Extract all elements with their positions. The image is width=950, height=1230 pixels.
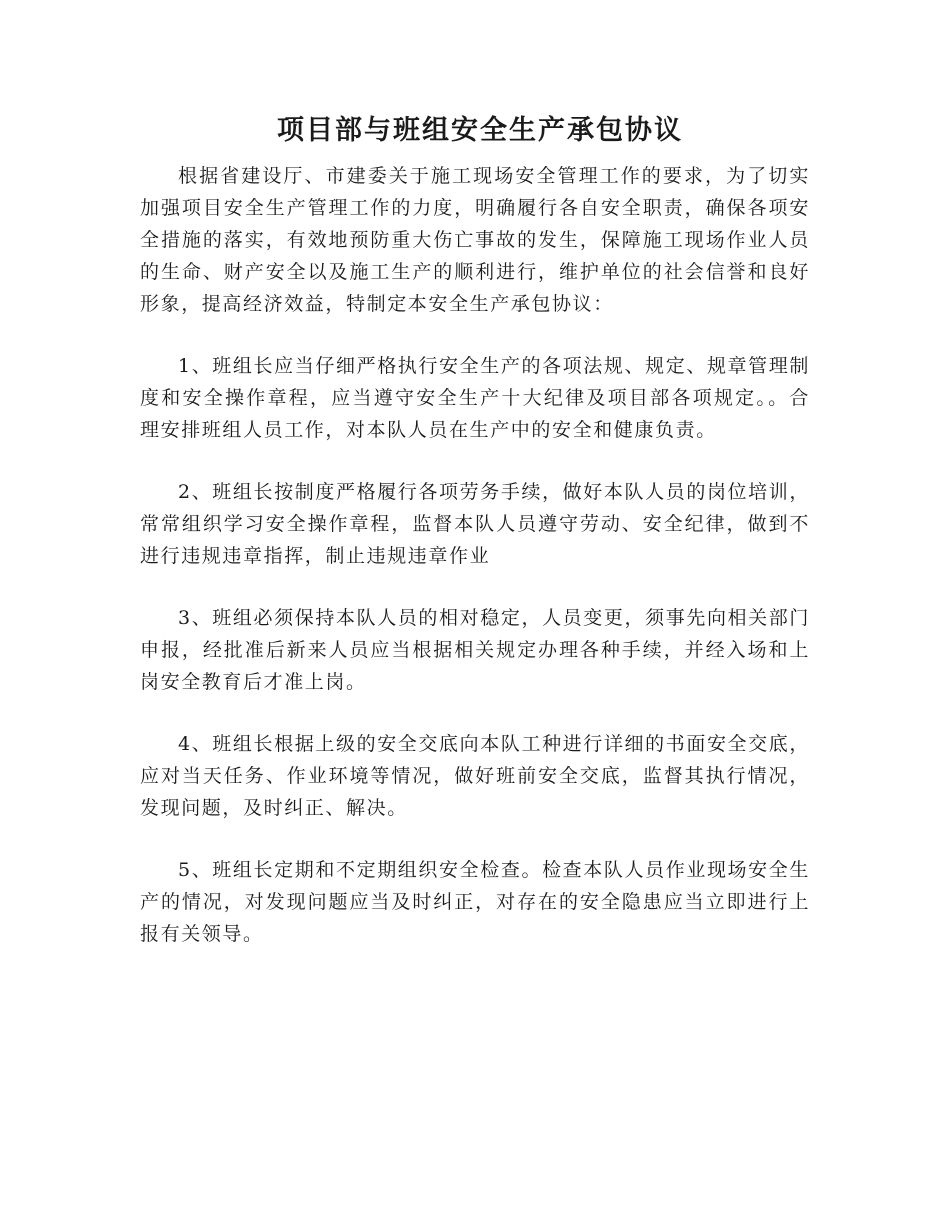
- clause-2-paragraph: 2、班组长按制度严格履行各项劳务手续，做好本队人员的岗位培训，常常组织学习安全操作章程，监督本队人员遵守劳动、安全纪律，做到不进行违规违章指挥，制止违规违章作业: [140, 481, 810, 567]
- clause-3-paragraph: 3、班组必须保持本队人员的相对稳定，人员变更，须事先向相关部门申报，经批准后新来人员应当根据相关规定办理各种手续，并经入场和上岗安全教育后才准上岗。: [140, 607, 810, 693]
- clause-5-paragraph: 5、班组长定期和不定期组织安全检查。检查本队人员作业现场安全生产的情况，对发现问题应当及时纠正，对存在的安全隐患应当立即进行上报有关领导。: [140, 859, 810, 945]
- document-title: 项目部与班组安全生产承包协议: [277, 115, 683, 146]
- clause-1-paragraph: 1、班组长应当仔细严格执行安全生产的各项法规、规定、规章管理制度和安全操作章程，应当遵守安全生产十大纪律及项目部各项规定。。合理安排班组人员工作，对本队人员在生产中的安全和健康负责。: [140, 355, 810, 441]
- clause-4-paragraph: 4、班组长根据上级的安全交底向本队工种进行详细的书面安全交底，应对当天任务、作业环境等情况，做好班前安全交底，监督其执行情况，发现问题，及时纠正、解决。: [140, 733, 810, 819]
- document-page: [140, 108, 810, 950]
- intro-paragraph: 根据省建设厅、市建委关于施工现场安全管理工作的要求，为了切实加强项目安全生产管理工作的力度，明确履行各自安全职责，确保各项安全措施的落实，有效地预防重大伤亡事故的发生，保障施工现场作业人员的生命、财产安全以及施工生产的顺利进行，维护单位的社会信誉和良好形象，提高经济效益，特制定本安全生产承包协议：: [140, 165, 810, 315]
